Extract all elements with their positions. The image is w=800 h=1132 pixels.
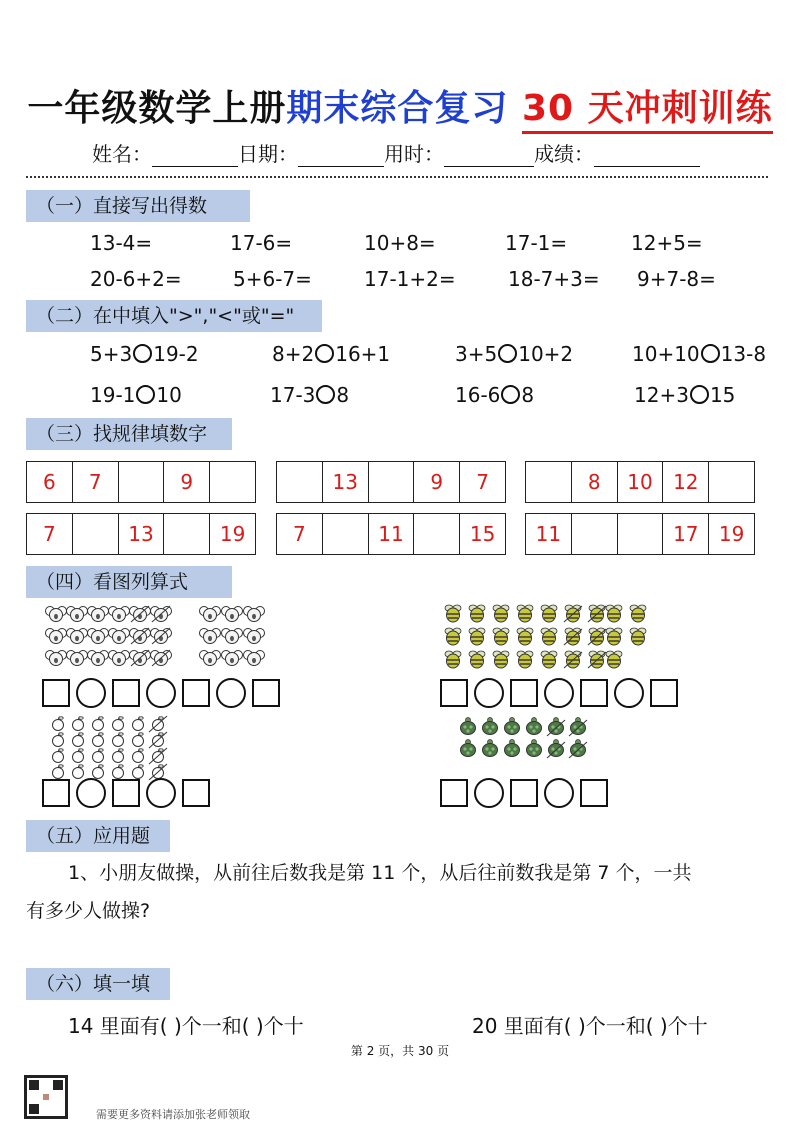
bee-icon bbox=[445, 628, 461, 645]
turtle-icon bbox=[549, 740, 564, 757]
apple-icon bbox=[93, 749, 104, 763]
operator-circle[interactable] bbox=[474, 678, 504, 708]
apple-icon bbox=[53, 733, 64, 747]
bee-icon bbox=[517, 651, 533, 668]
answer-shapes-turtle bbox=[440, 778, 608, 808]
pattern-cell[interactable] bbox=[617, 514, 663, 554]
pattern-cell[interactable] bbox=[368, 462, 414, 502]
bee-icon bbox=[469, 628, 485, 645]
koala-icon bbox=[67, 607, 88, 622]
time-blank[interactable] bbox=[444, 145, 534, 167]
bee-icon bbox=[517, 628, 533, 645]
arith-item: 9+7-8= bbox=[637, 267, 716, 291]
score-label: 成绩： bbox=[534, 142, 594, 166]
turtle-icon bbox=[571, 718, 586, 735]
section-header-6: （六）填一填 bbox=[26, 968, 170, 1000]
pattern-cell[interactable] bbox=[163, 514, 209, 554]
bee-icon bbox=[541, 651, 557, 668]
compare-item: 19-1 10 bbox=[90, 383, 182, 407]
bee-icon bbox=[606, 605, 622, 622]
compare-circle[interactable] bbox=[701, 344, 720, 363]
koala-icon bbox=[244, 629, 265, 644]
name-label: 姓名： bbox=[92, 142, 152, 166]
answer-box[interactable] bbox=[42, 679, 70, 707]
apple-icon bbox=[113, 749, 124, 763]
answer-shapes-koala bbox=[42, 678, 280, 708]
compare-circle[interactable] bbox=[316, 385, 335, 404]
page-title bbox=[0, 80, 800, 131]
turtle-icon bbox=[527, 740, 542, 757]
turtle-icon bbox=[527, 718, 542, 735]
compare-item: 8+2 16+1 bbox=[272, 342, 391, 366]
koala-icon bbox=[88, 607, 109, 622]
bee-icon bbox=[445, 651, 461, 668]
pattern-cell[interactable] bbox=[413, 514, 459, 554]
pattern-grid-1 bbox=[26, 461, 256, 503]
compare-circle[interactable] bbox=[315, 344, 334, 363]
pattern-cell[interactable]: 7 bbox=[293, 522, 306, 546]
koala-icon bbox=[200, 629, 221, 644]
title-part2: 期末综合复习 bbox=[286, 88, 509, 129]
dotted-divider bbox=[26, 176, 768, 178]
answer-box[interactable] bbox=[580, 779, 608, 807]
section-header-4: （四）看图列算式 bbox=[26, 566, 232, 598]
fill-right: 20 里面有( )个一和( )个十 bbox=[472, 1014, 708, 1038]
bee-icon bbox=[469, 605, 485, 622]
pattern-cell[interactable]: 8 bbox=[571, 462, 617, 502]
arith-item: 17-1= bbox=[505, 231, 568, 255]
turtle-icon bbox=[461, 718, 476, 735]
answer-shapes-apple bbox=[42, 778, 210, 808]
compare-item: 10+10 13-8 bbox=[632, 342, 767, 366]
bee-icon bbox=[517, 605, 533, 622]
pattern-cell[interactable] bbox=[322, 514, 368, 554]
compare-circle[interactable] bbox=[501, 385, 520, 404]
answer-box[interactable] bbox=[182, 679, 210, 707]
turtle-icon bbox=[505, 718, 520, 735]
arith-item: 18-7+3= bbox=[508, 267, 600, 291]
koala-icon bbox=[46, 651, 67, 666]
arith-item: 13-4= bbox=[90, 231, 153, 255]
turtle-icon bbox=[461, 740, 476, 757]
section-header-3: （三）找规律填数字 bbox=[26, 418, 232, 450]
pattern-cell[interactable]: 19 bbox=[708, 514, 754, 554]
bee-icon bbox=[541, 628, 557, 645]
pattern-cell[interactable]: 7 bbox=[72, 462, 118, 502]
problem-line-2: 有多少人做操? bbox=[26, 900, 151, 922]
compare-item: 16-6 8 bbox=[455, 383, 535, 407]
apple-icon bbox=[133, 733, 144, 747]
operator-circle[interactable] bbox=[76, 678, 106, 708]
compare-row-2 bbox=[0, 383, 800, 409]
koala-icon bbox=[67, 651, 88, 666]
koala-icon bbox=[88, 651, 109, 666]
pattern-cell[interactable]: 15 bbox=[459, 514, 505, 554]
operator-circle[interactable] bbox=[614, 678, 644, 708]
compare-item: 3+5 10+2 bbox=[455, 342, 574, 366]
apple-icon bbox=[93, 765, 104, 779]
operator-circle[interactable] bbox=[76, 778, 106, 808]
apple-icon bbox=[53, 765, 64, 779]
pattern-cell[interactable]: 17 bbox=[662, 514, 708, 554]
apple-icon bbox=[133, 717, 144, 731]
bee-icon bbox=[630, 628, 646, 645]
date-label: 日期： bbox=[238, 142, 298, 166]
compare-item: 17-3 8 bbox=[270, 383, 350, 407]
turtle-icon bbox=[505, 740, 520, 757]
name-blank[interactable] bbox=[152, 145, 238, 167]
bee-icon bbox=[541, 605, 557, 622]
pattern-cell[interactable] bbox=[526, 462, 571, 502]
operator-circle[interactable] bbox=[544, 678, 574, 708]
answer-box[interactable] bbox=[510, 679, 538, 707]
student-info-line bbox=[92, 138, 700, 167]
koala-icon bbox=[200, 651, 221, 666]
problem-line-1: 1、小朋友做操，从前往后数我是第 11 个，从后往前数我是第 7 个，一共 bbox=[68, 862, 692, 884]
pattern-grid-2 bbox=[276, 461, 506, 503]
koala-icon bbox=[200, 607, 221, 622]
pattern-cell[interactable]: 13 bbox=[118, 514, 164, 554]
arith-item: 17-1+2= bbox=[364, 267, 456, 291]
pattern-grid-3 bbox=[525, 461, 755, 503]
bee-icon bbox=[606, 651, 622, 668]
operator-circle[interactable] bbox=[216, 678, 246, 708]
answer-box[interactable] bbox=[42, 779, 70, 807]
pattern-cell[interactable]: 7 bbox=[459, 462, 505, 502]
answer-box[interactable] bbox=[112, 779, 140, 807]
arith-item: 5+6-7= bbox=[233, 267, 312, 291]
pattern-cell[interactable]: 9 bbox=[413, 462, 459, 502]
bee-icon bbox=[493, 628, 509, 645]
compare-circle[interactable] bbox=[498, 344, 517, 363]
koala-icon bbox=[88, 629, 109, 644]
apple-icon bbox=[93, 733, 104, 747]
pattern-cell[interactable]: 13 bbox=[322, 462, 368, 502]
answer-box[interactable] bbox=[510, 779, 538, 807]
koala-icon bbox=[222, 607, 243, 622]
arith-row-1 bbox=[0, 231, 800, 257]
pattern-grid-6 bbox=[525, 513, 755, 555]
operator-circle[interactable] bbox=[146, 778, 176, 808]
compare-item: 12+3 15 bbox=[634, 383, 736, 407]
pattern-cell[interactable] bbox=[571, 514, 617, 554]
answer-box[interactable] bbox=[112, 679, 140, 707]
title-part1: 一年级数学上册 bbox=[27, 88, 287, 129]
koala-icon bbox=[109, 629, 130, 644]
pattern-cell[interactable] bbox=[277, 462, 322, 502]
apple-icon bbox=[73, 749, 84, 763]
date-blank[interactable] bbox=[298, 145, 384, 167]
apple-icon bbox=[53, 717, 64, 731]
compare-circle[interactable] bbox=[136, 385, 155, 404]
apple-icon bbox=[53, 749, 64, 763]
compare-item: 5+3 19-2 bbox=[90, 342, 199, 366]
arith-row-2 bbox=[0, 267, 800, 293]
section-header-5: （五）应用题 bbox=[26, 820, 170, 852]
koala-picture bbox=[44, 602, 280, 672]
bee-icon bbox=[606, 628, 622, 645]
compare-circle[interactable] bbox=[690, 385, 709, 404]
compare-row-1 bbox=[0, 342, 800, 368]
score-blank[interactable] bbox=[594, 145, 700, 167]
apple-icon bbox=[113, 733, 124, 747]
apple-icon bbox=[133, 749, 144, 763]
arith-item: 20-6+2= bbox=[90, 267, 182, 291]
turtle-icon bbox=[549, 718, 564, 735]
pattern-cell[interactable]: 9 bbox=[163, 462, 209, 502]
answer-shapes-bee bbox=[440, 678, 678, 708]
answer-box[interactable] bbox=[182, 779, 210, 807]
turtle-picture bbox=[456, 716, 596, 764]
answer-box[interactable] bbox=[252, 679, 280, 707]
apple-picture bbox=[48, 714, 188, 780]
pattern-cell[interactable]: 11 bbox=[368, 514, 414, 554]
turtle-icon bbox=[483, 718, 498, 735]
koala-icon bbox=[222, 651, 243, 666]
pattern-cell[interactable]: 19 bbox=[209, 514, 255, 554]
fill-left: 14 里面有( )个一和( )个十 bbox=[68, 1014, 304, 1038]
arith-item: 17-6= bbox=[230, 231, 293, 255]
pattern-cell[interactable]: 11 bbox=[535, 522, 562, 546]
arith-item: 10+8= bbox=[364, 231, 436, 255]
bee-icon bbox=[493, 605, 509, 622]
bee-icon bbox=[493, 651, 509, 668]
section-header-1: （一）直接写出得数 bbox=[26, 190, 250, 222]
pattern-cell[interactable] bbox=[72, 514, 118, 554]
koala-icon bbox=[244, 607, 265, 622]
pattern-cell[interactable]: 6 bbox=[43, 470, 56, 494]
pattern-grid-5 bbox=[276, 513, 506, 555]
qr-note: 需要更多资料请添加张老师领取 bbox=[96, 1108, 250, 1121]
koala-icon bbox=[46, 629, 67, 644]
pattern-cell[interactable] bbox=[708, 462, 754, 502]
answer-box[interactable] bbox=[650, 679, 678, 707]
arith-item: 12+5= bbox=[631, 231, 703, 255]
bee-icon bbox=[445, 605, 461, 622]
qr-code-icon bbox=[24, 1075, 68, 1119]
answer-box[interactable] bbox=[440, 679, 468, 707]
compare-circle[interactable] bbox=[133, 344, 152, 363]
pattern-grid-4 bbox=[26, 513, 256, 555]
pattern-cell[interactable] bbox=[209, 462, 255, 502]
apple-icon bbox=[73, 733, 84, 747]
koala-icon bbox=[67, 629, 88, 644]
apple-icon bbox=[113, 765, 124, 779]
pattern-cell[interactable]: 7 bbox=[43, 522, 56, 546]
bee-picture bbox=[440, 602, 660, 672]
time-label: 用时： bbox=[384, 142, 444, 166]
page-number: 第 2 页，共 30 页 bbox=[350, 1044, 450, 1058]
operator-circle[interactable] bbox=[474, 778, 504, 808]
pattern-cell[interactable]: 10 bbox=[617, 462, 663, 502]
answer-box[interactable] bbox=[580, 679, 608, 707]
pattern-cell[interactable]: 12 bbox=[662, 462, 708, 502]
answer-box[interactable] bbox=[440, 779, 468, 807]
turtle-icon bbox=[483, 740, 498, 757]
bee-icon bbox=[630, 605, 646, 622]
operator-circle[interactable] bbox=[544, 778, 574, 808]
apple-icon bbox=[93, 717, 104, 731]
apple-icon bbox=[133, 765, 144, 779]
apple-icon bbox=[73, 765, 84, 779]
pattern-cell[interactable] bbox=[118, 462, 164, 502]
bee-icon bbox=[469, 651, 485, 668]
koala-icon bbox=[109, 607, 130, 622]
koala-icon bbox=[46, 607, 67, 622]
koala-icon bbox=[222, 629, 243, 644]
koala-icon bbox=[244, 651, 265, 666]
operator-circle[interactable] bbox=[146, 678, 176, 708]
apple-icon bbox=[113, 717, 124, 731]
section-header-2: （二）在中填入">","<"或"=" bbox=[26, 300, 322, 332]
koala-icon bbox=[109, 651, 130, 666]
turtle-icon bbox=[571, 740, 586, 757]
title-part3: 30 天冲刺训练 bbox=[522, 88, 773, 134]
apple-icon bbox=[73, 717, 84, 731]
